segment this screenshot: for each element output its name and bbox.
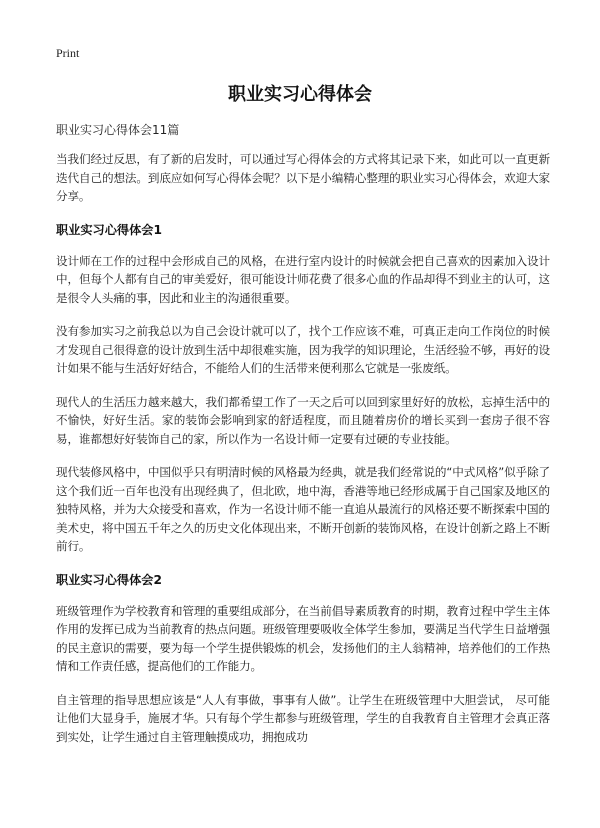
section-2 (56, 571, 550, 747)
section-paragraph: 班级管理作为学校教育和管理的重要组成部分，在当前倡导素质教育的时期，教育过程中学生主体作用的发挥已成为当前教育的热点问题。班级管理要吸收全体学生参加，要满足当代学生日益增强的民主意识的需要，要为每一个学生提供锻炼的机会，发扬他们的主人翁精神，培养他们的工作热情和工作责任感，提高他们的工作能力。 (56, 603, 550, 673)
section-paragraph: 现代装修风格中，中国似乎只有明清时候的风格最为经典，就是我们经常说的“中式风格”似乎除了这个我们近一百年也没有出现经典了，但北欧，地中海，香港等地已经形成属于自己国家及地区的独特风格，并为大众接受和喜欢，作为一名设计师不能一直追从最流行的风格还要不断探索中国的美术史，将中国五千年之久的历史文化体现出来，不断开创新的装饰风格，在设计创新之路上不断前行。 (56, 465, 550, 553)
section-1 (56, 221, 550, 556)
print-link[interactable]: Print (56, 46, 80, 60)
section-heading: 职业实习心得体会1 (56, 222, 162, 237)
section-paragraph: 自主管理的指导思想应该是“人人有事做，事事有人做”。让学生在班级管理中大胆尝试， 尽可能让他们大显身手，施展才华。只有每个学生都参与班级管理，学生的自我教育自主管理才会真正落到实处，让学生通过自主管理触摸成功，拥抱成功 (56, 692, 550, 744)
section-heading: 职业实习心得体会2 (56, 572, 162, 587)
section-paragraph: 设计师在工作的过程中会形成自己的风格，在进行室内设计的时候就会把自己喜欢的因素加入设计中，但每个人都有自己的审美爱好，很可能设计师花费了很多心血的作品却得不到业主的认可，这是很令人头痛的事，因此和业主的沟通很重要。 (56, 253, 550, 305)
section-paragraph: 没有参加实习之前我总以为自己会设计就可以了，找个工作应该不难，可真正走向工作岗位的时候才发现自己很得意的设计放到生活中却很难实施，因为我学的知识理论，生活经验不够，再好的设计如果不能与生活好好结合，不能给人们的生活带来便利那么它就是一张废纸。 (56, 324, 550, 375)
section-paragraph: 现代人的生活压力越来越大，我们都希望工作了一天之后可以回到家里好好的放松，忘掉生活中的不愉快，好好生活。家的装饰会影响到家的舒适程度，而且随着房价的增长买到一套房子很不容易，谁都想好好装饰自己的家，所以作为一名设计师一定要有过硬的专业技能。 (56, 394, 550, 446)
intro-paragraph: 当我们经过反思，有了新的启发时，可以通过写心得体会的方式将其记录下来，如此可以一直更新迭代自己的想法。到底应如何写心得体会呢？以下是小编精心整理的职业实习心得体会，欢迎大家分享。 (56, 152, 550, 203)
document-subtitle: 职业实习心得体会11篇 (56, 123, 180, 137)
page-title: 职业实习心得体会 (228, 84, 372, 105)
document-content (56, 150, 550, 761)
